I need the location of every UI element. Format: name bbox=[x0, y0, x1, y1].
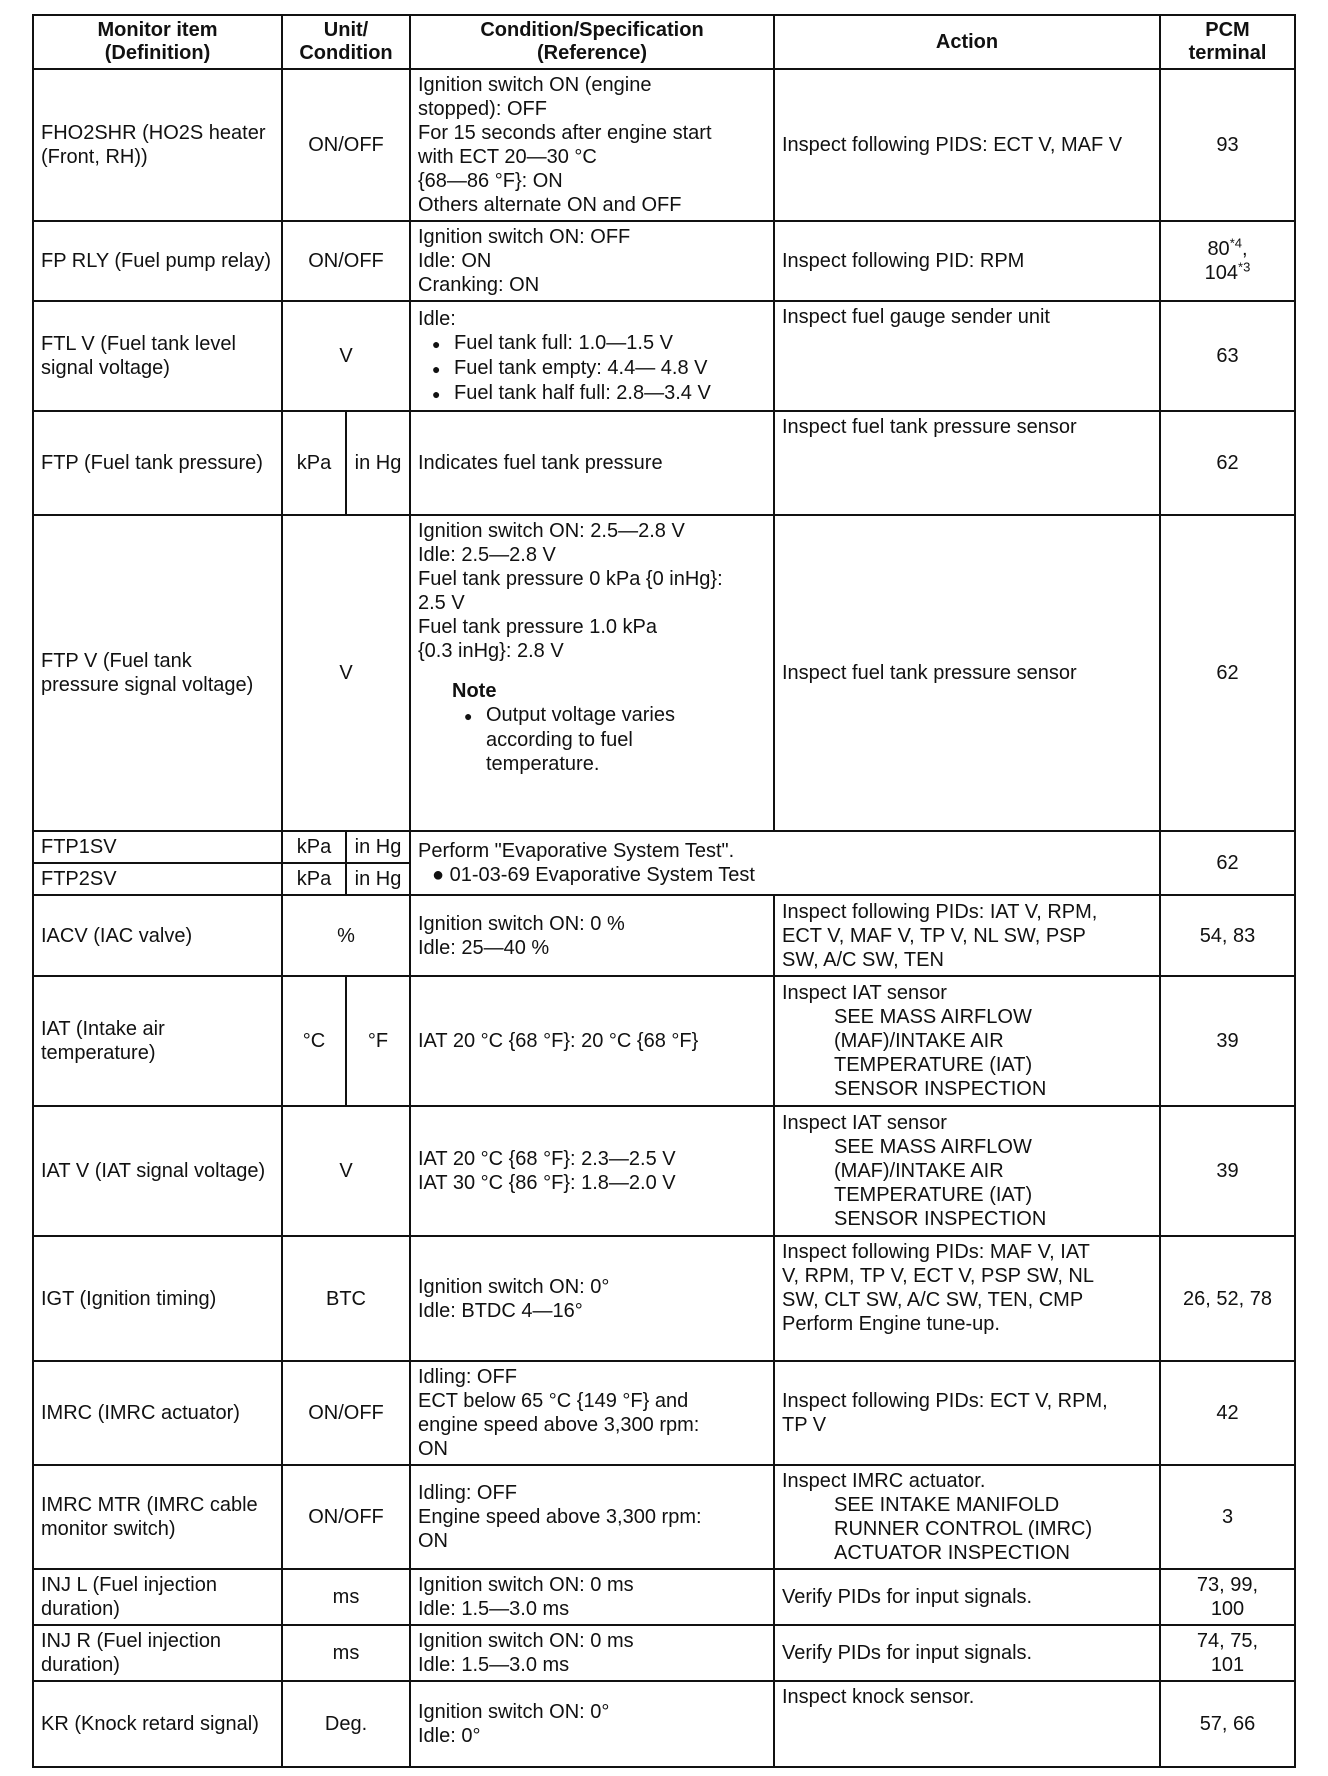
unit-metric-cell: kPa bbox=[282, 831, 346, 863]
condition-cell: Idling: OFF Engine speed above 3,300 rpm: ON bbox=[410, 1465, 774, 1569]
header-action: Action bbox=[774, 15, 1160, 69]
unit-imperial-cell: in Hg bbox=[346, 831, 410, 863]
action-cell: Inspect following PIDS: ECT V, MAF V bbox=[774, 69, 1160, 221]
monitor-item-cell: INJ R (Fuel injection duration) bbox=[33, 1625, 282, 1681]
unit-cell: ON/OFF bbox=[282, 1465, 410, 1569]
unit-metric-cell: °C bbox=[282, 976, 346, 1106]
monitor-item-cell: KR (Knock retard signal) bbox=[33, 1681, 282, 1767]
action-cell: Inspect knock sensor. bbox=[774, 1681, 1160, 1767]
table-row bbox=[33, 1569, 1295, 1625]
pcm-terminal-cell: 54, 83 bbox=[1160, 895, 1295, 976]
monitor-item-cell: IAT V (IAT signal voltage) bbox=[33, 1106, 282, 1236]
action-cell: Inspect following PIDs: ECT V, RPM, TP V bbox=[774, 1361, 1160, 1465]
condition-cell: IAT 20 °C {68 °F}: 2.3—2.5 V IAT 30 °C {86 °F}: 1.8—2.0 V bbox=[410, 1106, 774, 1236]
monitor-item-cell: FTL V (Fuel tank level signal voltage) bbox=[33, 301, 282, 411]
condition-cell: Ignition switch ON: 0 ms Idle: 1.5—3.0 ms bbox=[410, 1625, 774, 1681]
monitor-item-cell: IMRC (IMRC actuator) bbox=[33, 1361, 282, 1465]
unit-imperial-cell: °F bbox=[346, 976, 410, 1106]
action-cell: Inspect IAT sensor SEE MASS AIRFLOW (MAF)/INTAKE AIR TEMPERATURE (IAT) SENSOR INSPECTION bbox=[774, 976, 1160, 1106]
pcm-terminal-cell: 93 bbox=[1160, 69, 1295, 221]
unit-cell: % bbox=[282, 895, 410, 976]
condition-cell: Ignition switch ON: 0° Idle: BTDC 4—16° bbox=[410, 1236, 774, 1361]
action-cell: Inspect IMRC actuator. SEE INTAKE MANIFOLD RUNNER CONTROL (IMRC) ACTUATOR INSPECTION bbox=[774, 1465, 1160, 1569]
action-cell: Inspect following PIDs: IAT V, RPM, ECT V, MAF V, TP V, NL SW, PSP SW, A/C SW, TEN bbox=[774, 895, 1160, 976]
pcm-terminal-cell: 62 bbox=[1160, 831, 1295, 895]
condition-cell: Idling: OFF ECT below 65 °C {149 °F} and engine speed above 3,300 rpm: ON bbox=[410, 1361, 774, 1465]
unit-cell: ON/OFF bbox=[282, 69, 410, 221]
pcm-terminal-cell: 74, 75, 101 bbox=[1160, 1625, 1295, 1681]
monitor-item-cell: INJ L (Fuel injection duration) bbox=[33, 1569, 282, 1625]
condition-cell: Ignition switch ON: 0° Idle: 0° bbox=[410, 1681, 774, 1767]
pcm-terminal-cell: 62 bbox=[1160, 411, 1295, 515]
monitor-item-cell: FHO2SHR (HO2S heater (Front, RH)) bbox=[33, 69, 282, 221]
table-row bbox=[33, 1106, 1295, 1236]
table-row bbox=[33, 895, 1295, 976]
reference-link[interactable]: SEE MASS AIRFLOW (MAF)/INTAKE AIR TEMPERATURE (IAT) SENSOR INSPECTION bbox=[834, 1136, 1047, 1230]
monitor-item-cell: FTP1SV bbox=[33, 831, 282, 863]
unit-cell: ON/OFF bbox=[282, 1361, 410, 1465]
unit-cell: BTC bbox=[282, 1236, 410, 1361]
unit-cell: ON/OFF bbox=[282, 221, 410, 301]
unit-cell: V bbox=[282, 1106, 410, 1236]
pcm-terminal-cell: 39 bbox=[1160, 1106, 1295, 1236]
table-row bbox=[33, 976, 1295, 1106]
reference-link[interactable]: SEE INTAKE MANIFOLD RUNNER CONTROL (IMRC) ACTUATOR INSPECTION bbox=[834, 1494, 1093, 1564]
bullet-item: ● Fuel tank empty: 4.4— 4.8 V bbox=[418, 356, 766, 381]
action-cell: Inspect following PID: RPM bbox=[774, 221, 1160, 301]
unit-imperial-cell: in Hg bbox=[346, 863, 410, 895]
pcm-terminal-cell: 26, 52, 78 bbox=[1160, 1236, 1295, 1361]
action-cell: Inspect fuel gauge sender unit bbox=[774, 301, 1160, 411]
monitor-item-cell: FTP V (Fuel tank pressure signal voltage) bbox=[33, 515, 282, 831]
condition-cell: IAT 20 °C {68 °F}: 20 °C {68 °F} bbox=[410, 976, 774, 1106]
condition-cell: Perform "Evaporative System Test". ● 01-03-69 Evaporative System Test bbox=[410, 831, 1160, 895]
bullet-item: ● Fuel tank half full: 2.8—3.4 V bbox=[418, 381, 766, 406]
table-row bbox=[33, 1681, 1295, 1767]
condition-cell: Ignition switch ON (engine stopped): OFF For 15 seconds after engine start with ECT 20—30 °C {68—86 °F}: ON Others alternate ON and OFF bbox=[410, 69, 774, 221]
pcm-terminal-cell: 3 bbox=[1160, 1465, 1295, 1569]
unit-metric-cell: kPa bbox=[282, 411, 346, 515]
monitor-item-cell: IGT (Ignition timing) bbox=[33, 1236, 282, 1361]
table-row bbox=[33, 1465, 1295, 1569]
pid-monitor-page bbox=[32, 14, 1294, 1768]
condition-cell: Ignition switch ON: 0 % Idle: 25—40 % bbox=[410, 895, 774, 976]
table-row bbox=[33, 221, 1295, 301]
pcm-terminal-cell: 63 bbox=[1160, 301, 1295, 411]
table-row bbox=[33, 1361, 1295, 1465]
header-condition-specification: Condition/Specification (Reference) bbox=[410, 15, 774, 69]
table-row bbox=[33, 831, 1295, 863]
monitor-item-cell: FTP (Fuel tank pressure) bbox=[33, 411, 282, 515]
pcm-terminal-cell: 73, 99, 100 bbox=[1160, 1569, 1295, 1625]
unit-cell: ms bbox=[282, 1569, 410, 1625]
pcm-terminal-cell: 42 bbox=[1160, 1361, 1295, 1465]
table-row bbox=[33, 1625, 1295, 1681]
pcm-terminal-cell: 39 bbox=[1160, 976, 1295, 1106]
pcm-terminal-cell: 80$^{*4}$, 104$^{*3}$ bbox=[1160, 221, 1295, 301]
note-bullet: ● Output voltage varies according to fuel temperature. bbox=[418, 703, 766, 776]
note-title: Note bbox=[452, 680, 497, 702]
action-cell: Inspect IAT sensor SEE MASS AIRFLOW (MAF)/INTAKE AIR TEMPERATURE (IAT) SENSOR INSPECTION bbox=[774, 1106, 1160, 1236]
monitor-item-cell: IMRC MTR (IMRC cable monitor switch) bbox=[33, 1465, 282, 1569]
monitor-item-cell: IAT (Intake air temperature) bbox=[33, 976, 282, 1106]
condition-cell: Ignition switch ON: 2.5—2.8 V Idle: 2.5—2.8 V Fuel tank pressure 0 kPa {0 inHg}: 2.5 V Fuel tank pressure 1.0 kPa {0.3 inHg}: 2.8 V Note ● Output voltage varies according to fuel temperature. bbox=[410, 515, 774, 831]
header-pcm-terminal: PCM terminal bbox=[1160, 15, 1295, 69]
condition-cell: Idle: ● Fuel tank full: 1.0—1.5 V ● Fuel tank empty: 4.4— 4.8 V ● Fuel tank half full: 2.8—3.4 V bbox=[410, 301, 774, 411]
pid-monitor-table bbox=[32, 14, 1296, 1768]
table-row bbox=[33, 515, 1295, 831]
condition-cell: Ignition switch ON: 0 ms Idle: 1.5—3.0 ms bbox=[410, 1569, 774, 1625]
condition-cell: Indicates fuel tank pressure bbox=[410, 411, 774, 515]
action-cell: Verify PIDs for input signals. bbox=[774, 1569, 1160, 1625]
action-cell: Inspect fuel tank pressure sensor bbox=[774, 515, 1160, 831]
table-row bbox=[33, 69, 1295, 221]
condition-cell: Ignition switch ON: OFF Idle: ON Cranking: ON bbox=[410, 221, 774, 301]
monitor-item-cell: FTP2SV bbox=[33, 863, 282, 895]
monitor-item-cell: FP RLY (Fuel pump relay) bbox=[33, 221, 282, 301]
bullet-item: ● Fuel tank full: 1.0—1.5 V bbox=[418, 331, 766, 356]
action-cell: Inspect following PIDs: MAF V, IAT V, RPM, TP V, ECT V, PSP SW, NL SW, CLT SW, A/C SW, TEN, CMP Perform Engine tune-up. bbox=[774, 1236, 1160, 1361]
unit-imperial-cell: in Hg bbox=[346, 411, 410, 515]
table-row bbox=[33, 1236, 1295, 1361]
action-cell: Verify PIDs for input signals. bbox=[774, 1625, 1160, 1681]
table-row bbox=[33, 301, 1295, 411]
pcm-terminal-cell: 62 bbox=[1160, 515, 1295, 831]
unit-cell: Deg. bbox=[282, 1681, 410, 1767]
header-monitor-item: Monitor item (Definition) bbox=[33, 15, 282, 69]
monitor-item-cell: IACV (IAC valve) bbox=[33, 895, 282, 976]
table-row bbox=[33, 411, 1295, 515]
reference-link[interactable]: SEE MASS AIRFLOW (MAF)/INTAKE AIR TEMPERATURE (IAT) SENSOR INSPECTION bbox=[834, 1006, 1047, 1100]
table-header-row bbox=[33, 15, 1295, 69]
unit-cell: V bbox=[282, 515, 410, 831]
pcm-terminal-cell: 57, 66 bbox=[1160, 1681, 1295, 1767]
action-cell: Inspect fuel tank pressure sensor bbox=[774, 411, 1160, 515]
header-unit-condition: Unit/ Condition bbox=[282, 15, 410, 69]
unit-metric-cell: kPa bbox=[282, 863, 346, 895]
unit-cell: ms bbox=[282, 1625, 410, 1681]
bullet-item: ● 01-03-69 Evaporative System Test bbox=[432, 864, 755, 886]
unit-cell: V bbox=[282, 301, 410, 411]
